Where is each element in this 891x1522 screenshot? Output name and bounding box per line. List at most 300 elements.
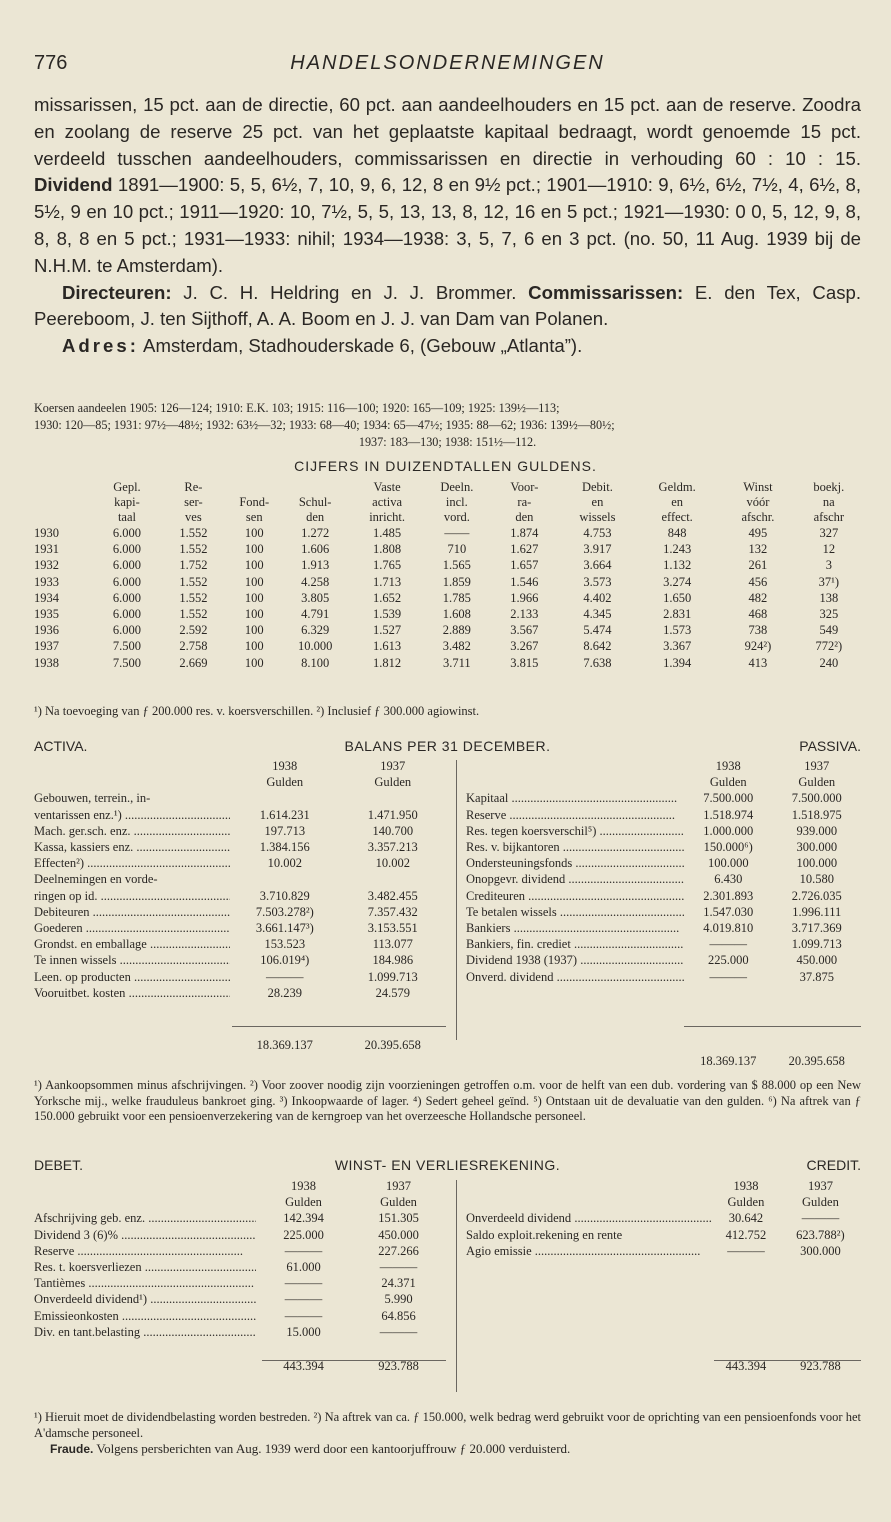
value-cell: 2.133 <box>510 607 539 622</box>
value-cell: 2.889 <box>442 623 471 638</box>
line-item-label <box>466 888 684 904</box>
koersen-line: 1930: 120—85; 1931: 97½—48½; 1932: 63½—32; 1933: 68—40; 1934: 65—47½; 1935: 88—62; 1936: 139½—80½; <box>34 418 615 432</box>
value-cell: 924²) <box>744 639 772 654</box>
line-item-text: Bankiers ..... <box>466 921 679 935</box>
value-cell: 6.000 <box>112 542 142 557</box>
value-cell: 3.664 <box>583 558 612 573</box>
label-spacer <box>466 1194 712 1210</box>
line-item-text: Crediteuren ..... <box>466 889 684 903</box>
value-cell: 413 <box>748 655 768 670</box>
amount-1938: 1.547.030 <box>703 904 754 919</box>
column-header: Voor- <box>510 480 539 494</box>
value-cell: 3.805 <box>301 590 330 605</box>
total-1938: 18.369.137 <box>256 1038 313 1053</box>
value-cell: 468 <box>748 607 768 622</box>
profit-loss-footnote: ¹) Hieruit moet de dividendbelasting worden bestreden. ²) Na aftrek van ca. ƒ 150.000, welk bedrag werd gebruikt voor de oprichting van een pensioenfonds voor het A'damsche personeel. <box>34 1410 861 1440</box>
figures-header-row <box>34 480 861 495</box>
value-cell: 1.627 <box>510 542 539 557</box>
line-item-label <box>466 823 684 839</box>
debet-title: DEBET. <box>34 1157 84 1173</box>
column-header: vóór <box>746 495 770 509</box>
amount-1938: 4.019.810 <box>703 921 754 936</box>
amount-1937: 1.471.950 <box>367 807 418 822</box>
line-item-row <box>34 1243 446 1259</box>
debet-table <box>34 1178 446 1374</box>
value-cell: 240 <box>819 655 839 670</box>
column-header <box>281 480 350 495</box>
amount-1937: 1.099.713 <box>367 969 418 984</box>
line-item-label <box>34 823 230 839</box>
balance-divider <box>456 760 457 1040</box>
value-cell: 100 <box>244 655 264 670</box>
spacer-cell <box>34 1340 446 1358</box>
spacer-cell <box>466 1259 861 1358</box>
value-cell: 456 <box>748 574 768 589</box>
line-item-row <box>34 855 446 871</box>
line-item-row <box>34 1324 446 1340</box>
value-cell: 37¹) <box>818 574 840 589</box>
line-item-label <box>466 936 684 952</box>
line-item-text: Agio emissie ..... <box>466 1244 700 1258</box>
line-item-row <box>466 823 861 839</box>
value-cell: 132 <box>748 542 768 557</box>
value-cell: 3.815 <box>510 655 539 670</box>
line-item-label <box>34 839 230 855</box>
year-header: 1938 <box>733 1179 759 1193</box>
unit-header: Gulden <box>709 775 747 790</box>
year-header: 1938 <box>291 1179 316 1193</box>
column-header: Winst <box>743 480 773 494</box>
amount-1938: ——— <box>284 1243 323 1258</box>
line-item-row <box>466 807 861 823</box>
column-header: afschr <box>813 510 845 524</box>
directeuren-label: Directeuren: <box>62 281 172 303</box>
year-header: 1937 <box>804 759 830 773</box>
value-cell: 6.000 <box>112 558 142 573</box>
line-item-label <box>34 1275 256 1291</box>
column-header <box>34 495 95 510</box>
amount-1938: 10.002 <box>267 856 302 871</box>
amount-1938: 100.000 <box>707 856 749 871</box>
year-header: 1937 <box>386 1179 411 1193</box>
figures-row <box>34 557 861 573</box>
line-item-text: Afschrijving geb. enz. ..... <box>34 1211 256 1225</box>
adres-label: Adres: <box>62 335 139 357</box>
total-row <box>34 1037 446 1053</box>
amount-1937: 37.875 <box>799 969 834 984</box>
value-cell: 100 <box>244 558 264 573</box>
value-cell: 1.552 <box>179 526 208 540</box>
value-cell: 2.831 <box>663 607 692 622</box>
value-cell: 6.000 <box>112 526 142 540</box>
value-cell: 100 <box>244 526 264 540</box>
value-cell: 1.243 <box>663 542 692 557</box>
profit-distribution-text: missarissen, 15 pct. aan de directie, 60 pct. aan aandeelhouders en 15 pct. aan de reserve. Zoodra en zoolang de reserve 25 pct. van het geplaatste kapitaal bedraagt, wordt genoemde 15 pct. verdeeld tusschen aandeelhouders, commissarissen en directie in verhouding 60 : 10 : 15. <box>34 94 861 169</box>
line-item-label <box>34 807 230 823</box>
total-label <box>34 1358 256 1374</box>
line-item-text: Ondersteuningsfonds ..... <box>466 856 684 870</box>
amount-1938: 412.752 <box>725 1227 767 1242</box>
value-cell: 482 <box>748 590 768 605</box>
label-spacer <box>34 774 230 790</box>
balance-sheet-title-row <box>34 738 861 756</box>
value-cell: 325 <box>819 607 839 622</box>
value-cell: 4.753 <box>583 526 612 540</box>
line-item-row <box>466 1227 861 1243</box>
line-item-label <box>466 904 684 920</box>
amount-1938: 142.394 <box>283 1211 324 1226</box>
share-price-history <box>34 400 861 451</box>
page-title: HANDELSONDERNEMINGEN <box>290 52 605 74</box>
line-item-text: Te betalen wissels ..... <box>466 905 684 919</box>
amount-1937: 3.482.455 <box>367 888 418 903</box>
column-header: inricht. <box>369 510 405 524</box>
profit-loss-divider <box>456 1180 457 1392</box>
amount-1937: 1.518.975 <box>791 807 842 822</box>
credit-total-rule <box>714 1360 861 1361</box>
balance-sheet-title: BALANS PER 31 DECEMBER. <box>344 738 551 754</box>
total-row <box>466 1053 861 1069</box>
amount-1938: ——— <box>284 1276 323 1291</box>
amount-1937: ——— <box>379 1324 418 1339</box>
amount-1938 <box>230 790 340 806</box>
line-item-row <box>466 920 861 936</box>
value-cell: 10.000 <box>297 639 333 654</box>
value-cell: 1.573 <box>663 623 692 638</box>
value-cell: 1.765 <box>373 558 402 573</box>
line-item-row <box>34 969 446 985</box>
total-1938: 443.394 <box>725 1359 767 1374</box>
amount-1937: 623.788²) <box>796 1227 845 1242</box>
figures-row <box>34 606 861 622</box>
column-header: den <box>306 510 325 524</box>
line-item-label <box>34 920 230 936</box>
column-header: kapi- <box>114 495 140 509</box>
amount-1937: 3.153.551 <box>367 921 418 936</box>
line-item-row <box>34 888 446 904</box>
amount-1938: 7.500.000 <box>703 791 754 806</box>
amount-1938: 106.019⁴) <box>260 953 310 968</box>
year-cell: 1934 <box>34 590 59 605</box>
passiva-total-rule <box>684 1026 861 1027</box>
column-header: Debit. <box>581 480 613 494</box>
value-cell: 327 <box>819 526 839 540</box>
value-cell: 710 <box>447 542 467 557</box>
amount-1937: 3.717.369 <box>791 921 842 936</box>
line-item-label <box>34 871 230 887</box>
year-cell: 1937 <box>34 639 59 654</box>
value-cell: 100 <box>244 623 264 638</box>
amount-1938: ——— <box>727 1243 765 1258</box>
passiva-title: PASSIVA. <box>799 738 861 754</box>
amount-1937: ——— <box>801 1211 840 1226</box>
value-cell: 100 <box>244 639 264 654</box>
profit-loss-title-row <box>34 1157 861 1175</box>
line-item-label <box>34 888 230 904</box>
line-item-row <box>466 904 861 920</box>
value-cell: 6.000 <box>112 574 142 589</box>
column-header <box>34 480 95 495</box>
line-item-text: Deelnemingen en vorde- <box>34 872 158 887</box>
line-item-text: Dividend 3 (6)% ..... <box>34 1228 256 1242</box>
activa-title: ACTIVA. <box>34 738 88 754</box>
total-1937: 20.395.658 <box>788 1053 845 1068</box>
year-header: 1938 <box>715 759 741 773</box>
amount-1938: 225.000 <box>707 953 749 968</box>
value-cell: 100 <box>244 607 264 622</box>
total-1937: 923.788 <box>378 1359 419 1374</box>
line-item-label <box>34 1243 256 1259</box>
year-cell: 1938 <box>34 655 59 670</box>
column-header: ser- <box>184 495 203 509</box>
line-item-label <box>34 985 230 1001</box>
amount-1937: 2.726.035 <box>791 888 842 903</box>
column-header <box>34 510 95 525</box>
total-spacer-row <box>34 1340 446 1358</box>
figures-row <box>34 541 861 557</box>
column-header: na <box>822 495 835 509</box>
value-cell: 1.485 <box>373 526 402 540</box>
value-cell: 7.638 <box>583 655 612 670</box>
line-item-label <box>34 1227 256 1243</box>
label-spacer <box>466 1178 712 1194</box>
amount-1937: 5.990 <box>384 1292 413 1307</box>
line-item-label <box>34 1259 256 1275</box>
amount-1938: 3.710.829 <box>259 888 310 903</box>
column-header: den <box>515 510 534 524</box>
value-cell: 100 <box>244 574 264 589</box>
column-header <box>228 480 281 495</box>
amount-1937: 7.500.000 <box>791 791 842 806</box>
amount-1937: 100.000 <box>796 856 838 871</box>
line-item-row <box>34 904 446 920</box>
year-header: 1937 <box>380 759 406 773</box>
line-item-text: Bankiers, fin. crediet ..... <box>466 937 684 951</box>
value-cell: 3.711 <box>443 655 471 670</box>
line-item-label <box>34 1308 256 1324</box>
figures-row <box>34 574 861 590</box>
figures-header-row <box>34 510 861 525</box>
debet-total-rule <box>262 1360 446 1361</box>
line-item-label <box>34 1210 256 1226</box>
value-cell: 5.474 <box>583 623 612 638</box>
line-item-text: Grondst. en emballage ..... <box>34 937 230 951</box>
line-item-text: ventarissen enz.¹) ..... <box>34 808 230 822</box>
value-cell: 4.345 <box>583 607 612 622</box>
amount-1938: 30.642 <box>728 1211 764 1226</box>
value-cell: 6.000 <box>112 590 142 605</box>
value-cell: 6.329 <box>301 623 330 638</box>
value-cell: 772²) <box>815 639 843 654</box>
intro-paragraph <box>34 92 861 280</box>
amount-1937: 3.357.213 <box>367 840 418 855</box>
fraud-note <box>50 1441 861 1457</box>
line-item-label <box>34 952 230 968</box>
unit-header: Gulden <box>802 1195 839 1210</box>
value-cell: 100 <box>244 590 264 605</box>
value-cell: 1.552 <box>179 574 208 589</box>
amount-1937: 24.579 <box>375 985 410 1000</box>
unit-header: Gulden <box>727 1195 765 1210</box>
line-item-text: Kapitaal ..... <box>466 791 677 805</box>
amount-1938: 28.239 <box>267 985 302 1000</box>
amount-1938 <box>230 871 340 887</box>
value-cell: 3.367 <box>663 639 692 654</box>
credit-table <box>466 1178 861 1374</box>
line-item-row <box>34 1275 446 1291</box>
total-spacer-row <box>466 1259 861 1358</box>
amount-1938: ——— <box>709 969 747 984</box>
adres-text: Amsterdam, Stadhouderskade 6, (Gebouw „Atlanta”). <box>143 335 583 357</box>
value-cell: 3 <box>825 558 832 573</box>
year-cell: 1930 <box>34 526 59 540</box>
line-item-text: Effecten²) ..... <box>34 856 230 870</box>
amount-1937: 1.099.713 <box>791 937 842 952</box>
total-1937: 923.788 <box>800 1359 841 1374</box>
column-header: incl. <box>445 495 468 509</box>
value-cell: 100 <box>244 542 264 557</box>
total-label <box>466 1358 712 1374</box>
line-item-label <box>466 920 684 936</box>
value-cell: 1.812 <box>373 655 402 670</box>
line-item-row <box>34 823 446 839</box>
line-item-row <box>34 1227 446 1243</box>
year-header: 1937 <box>807 1179 833 1193</box>
value-cell: 1.650 <box>663 590 692 605</box>
line-item-label <box>34 936 230 952</box>
amount-1938: 1.000.000 <box>703 823 754 838</box>
line-item-text: Onverdeeld dividend¹) ..... <box>34 1292 256 1306</box>
amount-1937 <box>340 790 446 806</box>
fraude-text: Volgens persberichten van Aug. 1939 werd door een kantoorjuffrouw ƒ 20.000 verduisterd. <box>96 1441 571 1456</box>
value-cell: 1.552 <box>179 542 208 557</box>
line-item-row <box>34 1210 446 1226</box>
line-item-text: Tantièmes ..... <box>34 1276 254 1290</box>
line-item-label <box>466 969 684 985</box>
value-cell: 3.482 <box>442 639 471 654</box>
column-header: Geldm. <box>658 480 696 494</box>
line-item-label <box>466 952 684 968</box>
line-item-text: Mach. ger.sch. enz. ..... <box>34 824 230 838</box>
column-header: Schul- <box>298 495 332 509</box>
value-cell: 1.606 <box>301 542 330 557</box>
value-cell: 12 <box>822 542 836 557</box>
unit-header-row <box>466 1194 861 1210</box>
line-item-label <box>466 1243 712 1259</box>
line-item-text: Gebouwen, terrein., in- <box>34 791 151 806</box>
year-header-row <box>34 758 446 774</box>
line-item-row <box>34 920 446 936</box>
value-cell: —— <box>444 526 470 540</box>
value-cell: 3.917 <box>583 542 612 557</box>
amount-1938: 150.000⁶) <box>703 840 753 855</box>
value-cell: 138 <box>819 590 839 605</box>
amount-1938: ——— <box>284 1292 323 1307</box>
line-item-text: Onverd. dividend ..... <box>466 970 684 984</box>
amount-1937: 7.357.432 <box>367 904 418 919</box>
dividend-label: Dividend <box>34 174 113 196</box>
label-spacer <box>466 758 684 774</box>
column-header: ra- <box>517 495 532 509</box>
line-item-row <box>34 839 446 855</box>
line-item-label <box>466 1210 712 1226</box>
total-label <box>34 1037 230 1053</box>
figures-row <box>34 525 861 541</box>
line-item-row <box>34 871 446 887</box>
value-cell: 4.791 <box>301 607 330 622</box>
line-item-text: Kassa, kassiers enz. ..... <box>34 840 230 854</box>
line-item-text: Leen. op producten ..... <box>34 970 230 984</box>
management-paragraph <box>34 280 861 334</box>
value-cell: 1.394 <box>663 655 692 670</box>
year-header-row <box>466 758 861 774</box>
amount-1938: 2.301.893 <box>703 888 754 903</box>
line-item-text: Goederen ..... <box>34 921 230 935</box>
amount-1937: 450.000 <box>796 953 838 968</box>
page-header <box>34 52 861 82</box>
unit-header-row <box>34 774 446 790</box>
column-header: Fond- <box>239 495 270 509</box>
amount-1937: 1.996.111 <box>792 904 842 919</box>
amount-1937: 10.002 <box>375 856 410 871</box>
column-header: Gepl. <box>113 480 141 494</box>
line-item-text: Onverdeeld dividend ..... <box>466 1211 712 1225</box>
unit-header: Gulden <box>374 775 412 790</box>
column-header: boekj. <box>813 480 845 494</box>
line-item-label <box>466 855 684 871</box>
amount-1938: ——— <box>266 969 304 984</box>
line-item-row <box>34 952 446 968</box>
unit-header: Gulden <box>266 775 304 790</box>
column-header: en <box>671 495 684 509</box>
column-header: Re- <box>184 480 203 494</box>
koersen-line: Koersen aandeelen 1905: 126—124; 1910: E.K. 103; 1915: 116—100; 1920: 165—109; 1925: 139½—113; <box>34 401 560 415</box>
line-item-label <box>34 969 230 985</box>
year-cell: 1931 <box>34 542 59 557</box>
amount-1937: 184.986 <box>372 953 414 968</box>
activa-total-rule <box>232 1026 446 1027</box>
amount-1937: 300.000 <box>796 840 838 855</box>
amount-1937: 300.000 <box>800 1243 841 1258</box>
amount-1938: 7.503.278²) <box>255 904 314 919</box>
value-cell: 1.546 <box>510 574 539 589</box>
line-item-label <box>34 1291 256 1307</box>
line-item-label <box>466 790 684 806</box>
line-item-row <box>34 985 446 1001</box>
column-header: Deeln. <box>440 480 474 494</box>
label-spacer <box>34 1178 256 1194</box>
label-spacer <box>466 774 684 790</box>
line-item-label <box>466 839 684 855</box>
figures-table-title: CIJFERS IN DUIZENDTALLEN GULDENS. <box>294 458 597 474</box>
line-item-row <box>34 790 446 806</box>
column-header: effect. <box>661 510 693 524</box>
unit-header: Gulden <box>798 775 836 790</box>
total-spacer-row <box>34 1001 446 1037</box>
value-cell: 2.758 <box>179 639 208 654</box>
amount-1937: 450.000 <box>378 1227 419 1242</box>
total-1938: 443.394 <box>283 1359 324 1374</box>
value-cell: 1.552 <box>179 590 208 605</box>
figures-row <box>34 622 861 638</box>
line-item-label <box>34 790 230 806</box>
unit-header: Gulden <box>380 1195 417 1210</box>
year-cell: 1933 <box>34 574 59 589</box>
figures-footnote: ¹) Na toevoeging van ƒ 200.000 res. v. koersverschillen. ²) Inclusief ƒ 300.000 agiowinst. <box>34 704 480 718</box>
value-cell: 1.859 <box>442 574 471 589</box>
line-item-text: ringen op id. ..... <box>34 889 230 903</box>
value-cell: 1.539 <box>373 607 402 622</box>
